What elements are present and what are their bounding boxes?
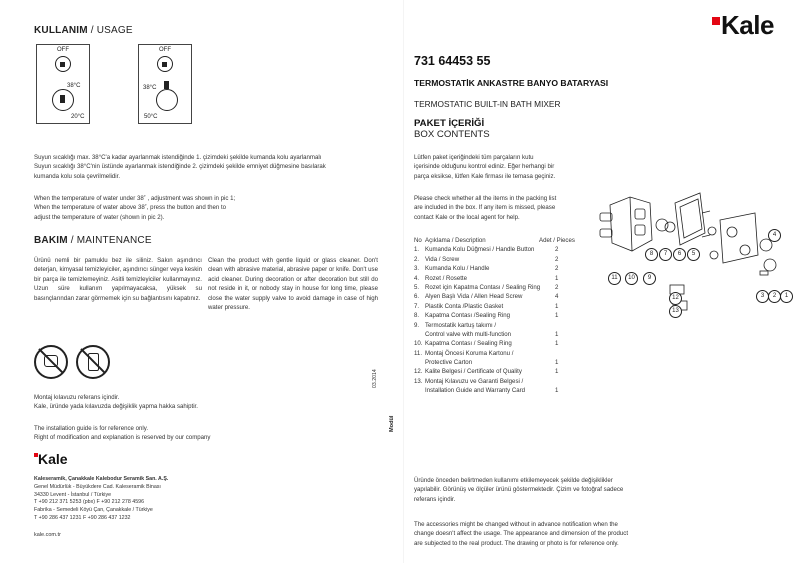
parts-cell-desc: Vida / Screw (425, 255, 460, 263)
parts-cell-qty: 2 (555, 265, 559, 273)
parts-cell-desc: Kapatma Contası /Sealing Ring (425, 312, 511, 320)
box-text-en: Please check whether all the items in the packing list are included in the box. If any item is missed, please contact Kale or the local agent for help. (414, 195, 557, 221)
kale-logo: Kale (712, 10, 774, 41)
parts-cell-qty: 2 (555, 246, 559, 254)
parts-row (414, 349, 584, 358)
parts-cell-desc: Termostatik kartuş takımı / (425, 321, 497, 329)
maintenance-text-tr: Ürünü nemli bir pamuklu bez ile siliniz. Sakın aşındırıcı deterjan, kimyasal temizleyiciler, aşındırıcı sünger veya keskin bir parça ile temizlemeyiniz. Asitli temizleyiciler kullanmayınız. Uzun süre kullanım yapılmayacaksa, yüksek su basınçlarından zarar görmemek için su bağlantısını kapatınız. (34, 257, 202, 302)
parts-cell-desc: Plastik Conta /Plastic Gasket (425, 302, 504, 310)
parts-cell-desc: Rozet için Kapatma Contası / Sealing Ring (425, 283, 541, 291)
maintenance-heading: BAKIM / MAINTENANCE (34, 235, 152, 246)
parts-row (414, 339, 584, 348)
parts-cell-no: 9. (414, 321, 420, 329)
parts-cell-desc: Protective Carton (425, 359, 473, 367)
callout-9: 9 (643, 272, 656, 285)
parts-cell-desc: Control valve with multi-function (425, 330, 512, 338)
parts-cell-qty: 1 (555, 340, 559, 348)
callout-11: 11 (608, 272, 621, 285)
parts-row (414, 330, 584, 339)
parts-row (414, 321, 584, 330)
parts-cell-desc: Montaj Kılavuzu ve Garanti Belgesi / (425, 377, 524, 385)
handle-bottom-icon (156, 89, 178, 111)
callout-2: 2 (768, 290, 781, 303)
product-title-en: TERMOSTATIC BUILT-IN BATH MIXER (414, 99, 561, 109)
parts-cell-desc: Kapatma Contası / Sealing Ring (425, 340, 512, 348)
callout-12: 12 (669, 292, 682, 305)
parts-cell-no: 7. (414, 302, 420, 310)
box-text-tr: Lütfen paket içeriğindeki tüm parçaların kutu içerisinde olduğunu kontrol ediniz. Eğer herhangi bir parça eksikse, lütfen Kale firması ile temasa geçiniz. (414, 154, 556, 180)
parts-table-header: No Açıklama / Description Adet / Pieces (414, 237, 575, 244)
callout-1: 1 (780, 290, 793, 303)
parts-row (414, 358, 584, 367)
parts-row (414, 292, 584, 301)
parts-cell-desc: Installation Guide and Warranty Card (425, 387, 526, 395)
parts-row (414, 274, 584, 283)
no-abrasive-icon (34, 345, 68, 379)
parts-cell-qty: 1 (555, 274, 559, 282)
parts-cell-qty: 1 (555, 302, 559, 310)
parts-cell-no: 13. (414, 377, 423, 385)
callout-5: 5 (687, 248, 700, 261)
usage-text-tr: Suyun sıcaklığı max. 38°C'a kadar ayarlanmak istendiğinde 1. çizimdeki şekilde kumanda kolu ayarlanmalı Suyun sıcaklığı 38°C'nin üstünde ayarlanmak istendiğinde 2. çizimdeki şekilde emniyet düğmesine basılarak kumanda kolu sola çevrilmelidir. (34, 154, 326, 180)
parts-table (414, 236, 584, 396)
product-code: 731 64453 55 (414, 54, 491, 68)
callout-10: 10 (625, 272, 638, 285)
parts-cell-desc: Rozet / Rosette (425, 274, 467, 282)
parts-cell-desc: Kumanda Kolu Düğmesi / Handle Button (425, 246, 535, 254)
parts-cell-qty: 1 (555, 368, 559, 376)
parts-cell-qty: 1 (555, 359, 559, 367)
company-website[interactable]: kale.com.tr (34, 532, 61, 538)
maintenance-text-en: Clean the product with gentle liquid or glass cleaner. Don't clean with abrasive material, abrasive paper or knife. Don't use acid cleaner. During decoration or after decoration but still do not reside in it, or nobody stay in house for long time, please close the water supply valve to avoid damage in case of high water pressure. (208, 257, 378, 312)
reference-text-tr: Montaj kılavuzu referans içindir. Kale, üründe yada kılavuzda değişiklik yapma hakka sahiptir. (34, 394, 198, 411)
box-contents-heading-tr: PAKET İÇERİĞİ (414, 118, 485, 129)
usage-heading: KULLANIM / USAGE (34, 25, 133, 36)
footer-text-tr: Üründe önceden belirtmeden kullanımı etkilemeyecek şekilde değişiklikler yapılabilir. Görünüş ve ölçüler ürünü göstermektedir. Çizim ve fotoğraf sadece referans içindir. (414, 477, 624, 503)
reference-text-en: The installation guide is for reference only. Right of modification and explanation is reserved by our company (34, 425, 211, 442)
parts-cell-qty: 1 (555, 330, 559, 338)
parts-row (414, 264, 584, 273)
parts-rows (414, 245, 584, 395)
product-title-tr: TERMOSTATİK ANKASTRE BANYO BATARYASI (414, 78, 609, 88)
parts-cell-desc: Kumanda Kolu / Handle (425, 265, 490, 273)
callout-13: 13 (669, 305, 682, 318)
parts-cell-no: 10. (414, 340, 423, 348)
parts-cell-no: 3. (414, 265, 420, 273)
parts-cell-no: 6. (414, 293, 420, 301)
callout-3: 3 (756, 290, 769, 303)
parts-cell-desc: Kalite Belgesi / Certificate of Quality (425, 368, 522, 376)
parts-cell-qty: 4 (555, 293, 559, 301)
parts-cell-qty: 2 (555, 283, 559, 291)
no-chemical-icon (76, 345, 110, 379)
page-fold (403, 0, 404, 563)
parts-cell-no: 4. (414, 274, 420, 282)
callout-4: 4 (768, 229, 781, 242)
parts-cell-desc: Montaj Öncesi Koruma Kartonu / (425, 349, 514, 357)
parts-row (414, 367, 584, 376)
callout-8: 8 (645, 248, 658, 261)
parts-row (414, 245, 584, 254)
parts-row (414, 302, 584, 311)
box-contents-heading-en: BOX CONTENTS (414, 129, 490, 140)
parts-cell-qty: 1 (555, 387, 559, 395)
usage-diagram-2: OFF 38°C 50°C (138, 44, 192, 124)
parts-row (414, 255, 584, 264)
model-label: Modül (389, 415, 395, 432)
callout-6: 6 (673, 248, 686, 261)
parts-cell-qty: 2 (555, 255, 559, 263)
parts-row (414, 386, 584, 395)
parts-cell-qty: 1 (555, 312, 559, 320)
parts-cell-no: 8. (414, 312, 420, 320)
callout-7: 7 (659, 248, 672, 261)
usage-diagram-1: OFF 38°C 20°C (36, 44, 90, 124)
parts-cell-no: 2. (414, 255, 420, 263)
parts-row (414, 377, 584, 386)
parts-row (414, 283, 584, 292)
parts-row (414, 311, 584, 320)
kale-logo-small: Kale (34, 451, 68, 467)
parts-cell-no: 12. (414, 368, 423, 376)
parts-cell-desc: Alyen Başlı Vida / Allen Head Screw (425, 293, 523, 301)
company-address: Kaleseramik, Çanakkale Kalebodur Seramik San. A.Ş. Genel Müdürlük - Büyükdere Cad. Kaleseramik Binası 34330 Levent - İstanbul / Türkiye T +90 212 371 5253 (pbx) F +90 212 278 4596 Fabrika - Semedeli Köyü Çan, Çanakkale / Türkiye T +90 286 437 1231 F +90 286 437 1232 (34, 476, 169, 521)
parts-cell-no: 5. (414, 283, 420, 291)
parts-cell-no: 1. (414, 246, 420, 254)
print-date: 03.2014 (372, 369, 378, 388)
usage-text-en: When the temperature of water under 38˚ , adjustment was shown in pic 1; When the temperature of water above 38˚, press the button and then to adjust the temperature of water (shown in pic 2). (34, 195, 236, 221)
parts-cell-no: 11. (414, 349, 423, 357)
footer-text-en: The accessories might be changed without in advance notification when the change doesn't affect the usage. The appearance and dimension of the product are subjected to the real product. The drawing or photo is for reference only. (414, 521, 629, 547)
